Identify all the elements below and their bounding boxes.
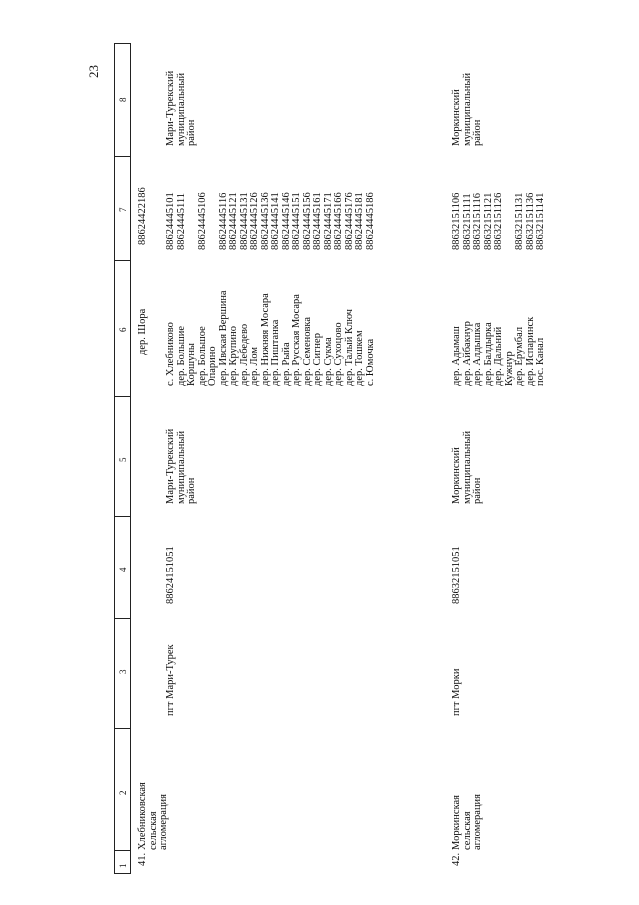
col-header-7: 7 (118, 207, 128, 212)
row42-settlements: дер. Адымаш дер. Айбакнур дер. Алдышка дер. Балдырка дер. Дальний Кужнур дер. Ерумбал дер. Испаринск пос. Канал (451, 316, 546, 386)
rule-c7 (114, 156, 130, 157)
rule-c1 (114, 850, 130, 851)
row42-number: 42. (451, 852, 462, 866)
row42-district-2: Моркинский муниципальный район (451, 72, 483, 146)
row41-district: Мари-Турекский муниципальный район (165, 428, 197, 504)
row41-settlements: с. Хлебниково дер. Большие Коршуны дер. Большое Опарино дер. Ивская Вершина дер. Крупино дер. Лебедево дер. Лом дер. Нижняя Мосара дер. Пиштанка дер. Рыйа дер. Русская Мосара дер. Семеновка дер. Сигнер дер. Сукма дер. Сухоцово дер. Талый Ключ дер. Тошкем с. Юмочка (165, 290, 376, 386)
rule-c3 (114, 618, 130, 619)
row42-district: Моркинский муниципальный район (451, 430, 483, 504)
row41-district-2: Мари-Турекский муниципальный район (165, 70, 197, 146)
row41-codes: 88624445101 88624445111 88624445106 88624445116 88624445121 88624445131 88624445126 88624445136 88624445141 88624445146 88624445151 88624445156 88624445161 88624445171 88624445166 88624445176 88624445181 88624445186 (165, 192, 376, 250)
row42-center-code: 88632151051 (451, 546, 462, 604)
rule-c6 (114, 260, 130, 261)
row41-number: 41. (137, 852, 148, 866)
row41-center-code: 88624151051 (165, 546, 176, 604)
row41-prev-settlement: дер. Шора (137, 308, 148, 355)
rule-c4 (114, 516, 130, 517)
col-header-4: 4 (118, 567, 128, 572)
rule-c2 (114, 728, 130, 729)
row42-agglomeration: Моркинская сельская агломерация (451, 793, 483, 850)
col-header-5: 5 (118, 457, 128, 462)
page-number: 23 (86, 65, 101, 78)
row42-center: пгт Морки (451, 668, 462, 716)
col-header-1: 1 (118, 863, 128, 868)
col-header-6: 6 (118, 327, 128, 332)
rule-bottom (114, 873, 130, 874)
row41-prev-code: 88624422186 (137, 187, 148, 245)
col-header-3: 3 (118, 669, 128, 674)
row42-codes: 88632151106 88632151111 88632151116 88632151121 88632151126 88632151131 88632151136 88632151141 (451, 192, 546, 250)
row41-center: пгт Мари-Турек (165, 644, 176, 716)
rule-c5 (114, 396, 130, 397)
col-header-8: 8 (118, 97, 128, 102)
rule-header-right (130, 43, 131, 874)
rule-top (114, 43, 130, 44)
row41-agglomeration: Хлебниковская сельская агломерация (137, 782, 169, 850)
rule-header-left (114, 43, 115, 874)
col-header-2: 2 (118, 790, 128, 795)
